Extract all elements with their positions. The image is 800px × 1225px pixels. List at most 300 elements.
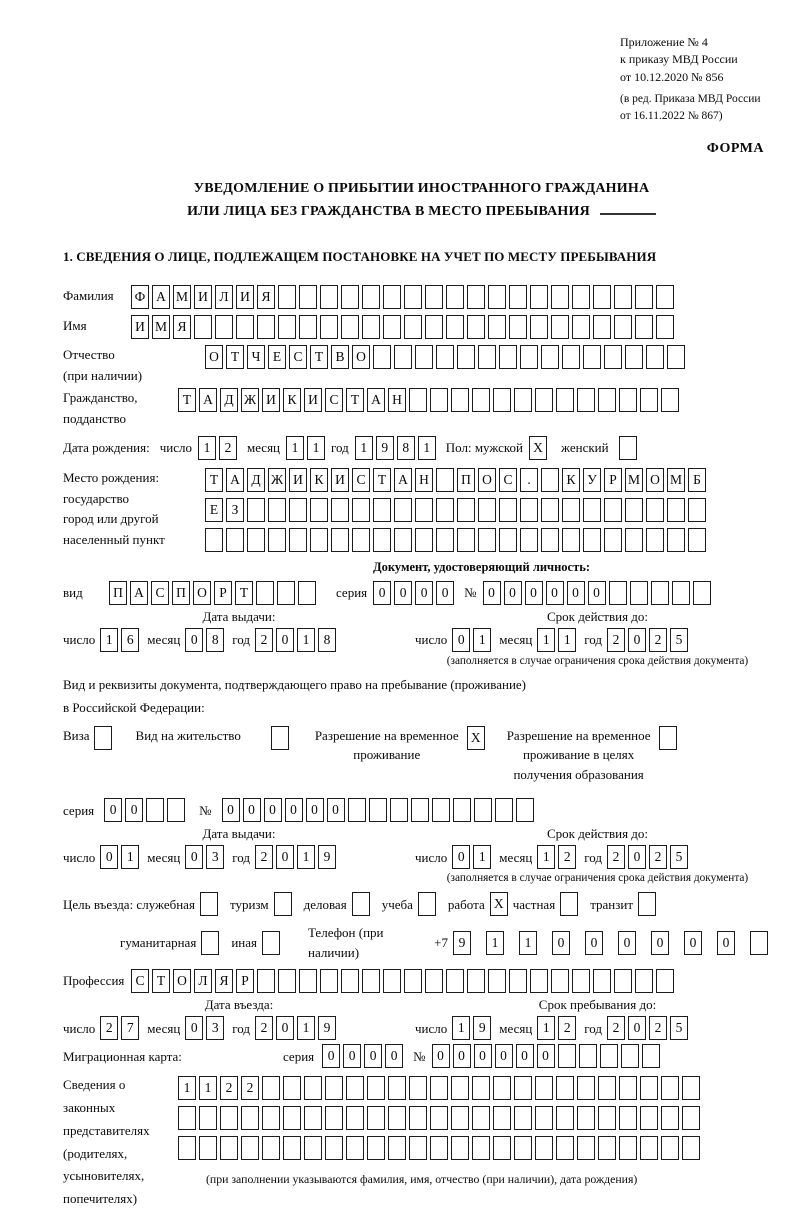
form-cell[interactable]	[404, 969, 422, 993]
form-cell[interactable]	[341, 285, 359, 309]
form-cell[interactable]	[556, 388, 574, 412]
checkbox-purpose-humanitarian[interactable]	[201, 931, 219, 955]
form-cell[interactable]	[451, 1136, 469, 1160]
form-cell[interactable]	[621, 1044, 639, 1068]
form-cell[interactable]: 1	[297, 1016, 315, 1040]
form-cell[interactable]	[446, 285, 464, 309]
form-cell[interactable]	[562, 498, 580, 522]
form-cell[interactable]: 0	[276, 845, 294, 869]
form-cell[interactable]	[425, 315, 443, 339]
form-cell[interactable]	[541, 528, 559, 552]
form-cell[interactable]	[362, 315, 380, 339]
checkbox-purpose-transit[interactable]	[638, 892, 656, 916]
form-cell[interactable]: 0	[322, 1044, 340, 1068]
form-cell[interactable]	[520, 498, 538, 522]
form-cell[interactable]	[404, 315, 422, 339]
form-cell[interactable]: С	[151, 581, 169, 605]
form-cell[interactable]	[583, 498, 601, 522]
form-cell[interactable]	[604, 345, 622, 369]
form-cell[interactable]	[661, 1076, 679, 1100]
form-cell[interactable]	[640, 1106, 658, 1130]
form-cell[interactable]: 0	[185, 628, 203, 652]
form-cell[interactable]	[457, 528, 475, 552]
form-cell[interactable]	[625, 528, 643, 552]
checkbox-purpose-official[interactable]	[200, 892, 218, 916]
form-cell[interactable]: 0	[618, 931, 636, 955]
form-cell[interactable]: 0	[628, 845, 646, 869]
form-cell[interactable]: М	[667, 468, 685, 492]
form-cell[interactable]	[667, 345, 685, 369]
form-cell[interactable]: О	[173, 969, 191, 993]
form-cell[interactable]	[478, 528, 496, 552]
form-cell[interactable]	[520, 345, 538, 369]
form-cell[interactable]	[409, 1106, 427, 1130]
form-cell[interactable]: И	[262, 388, 280, 412]
form-cell[interactable]	[530, 969, 548, 993]
form-cell[interactable]: П	[109, 581, 127, 605]
form-cell[interactable]	[415, 498, 433, 522]
form-cell[interactable]: С	[325, 388, 343, 412]
form-cell[interactable]: 0	[373, 581, 391, 605]
form-cell[interactable]: 0	[504, 581, 522, 605]
form-cell[interactable]	[530, 285, 548, 309]
form-cell[interactable]	[205, 528, 223, 552]
form-cell[interactable]: 2	[255, 1016, 273, 1040]
form-cell[interactable]	[661, 388, 679, 412]
form-cell[interactable]	[619, 1136, 637, 1160]
form-cell[interactable]	[451, 388, 469, 412]
form-cell[interactable]: 1	[178, 1076, 196, 1100]
form-cell[interactable]: Я	[173, 315, 191, 339]
checkbox-purpose-tourism[interactable]	[274, 892, 292, 916]
form-cell[interactable]: Н	[415, 468, 433, 492]
form-cell[interactable]	[146, 798, 164, 822]
form-cell[interactable]	[514, 1136, 532, 1160]
form-cell[interactable]	[593, 285, 611, 309]
form-cell[interactable]: Т	[178, 388, 196, 412]
form-cell[interactable]: А	[130, 581, 148, 605]
form-cell[interactable]: 0	[222, 798, 240, 822]
form-cell[interactable]: 2	[649, 628, 667, 652]
form-cell[interactable]	[373, 345, 391, 369]
form-cell[interactable]: О	[352, 345, 370, 369]
form-cell[interactable]	[535, 388, 553, 412]
form-cell[interactable]	[598, 1076, 616, 1100]
form-cell[interactable]: 0	[567, 581, 585, 605]
form-cell[interactable]: О	[193, 581, 211, 605]
form-cell[interactable]	[488, 315, 506, 339]
form-cell[interactable]	[226, 528, 244, 552]
form-cell[interactable]	[404, 285, 422, 309]
form-cell[interactable]	[388, 1106, 406, 1130]
form-cell[interactable]: 2	[100, 1016, 118, 1040]
form-cell[interactable]	[509, 285, 527, 309]
form-cell[interactable]	[167, 798, 185, 822]
form-cell[interactable]: 1	[537, 845, 555, 869]
form-cell[interactable]	[178, 1136, 196, 1160]
form-cell[interactable]	[577, 1106, 595, 1130]
form-cell[interactable]: А	[367, 388, 385, 412]
form-cell[interactable]: И	[236, 285, 254, 309]
form-cell[interactable]: 0	[552, 931, 570, 955]
form-cell[interactable]: М	[173, 285, 191, 309]
form-cell[interactable]: 2	[255, 845, 273, 869]
form-cell[interactable]: 5	[670, 845, 688, 869]
form-cell[interactable]	[593, 315, 611, 339]
form-cell[interactable]	[625, 498, 643, 522]
form-cell[interactable]: И	[304, 388, 322, 412]
form-cell[interactable]: Т	[205, 468, 223, 492]
form-cell[interactable]	[383, 285, 401, 309]
form-cell[interactable]	[194, 315, 212, 339]
form-cell[interactable]	[467, 285, 485, 309]
form-cell[interactable]: 1	[486, 931, 504, 955]
form-cell[interactable]: 0	[436, 581, 454, 605]
form-cell[interactable]	[277, 581, 295, 605]
form-cell[interactable]: 0	[276, 628, 294, 652]
form-cell[interactable]: П	[457, 468, 475, 492]
form-cell[interactable]	[640, 1136, 658, 1160]
checkbox-purpose-private[interactable]	[560, 892, 578, 916]
form-cell[interactable]	[268, 498, 286, 522]
form-cell[interactable]: 8	[318, 628, 336, 652]
form-cell[interactable]	[535, 1136, 553, 1160]
form-cell[interactable]	[556, 1076, 574, 1100]
form-cell[interactable]	[619, 1106, 637, 1130]
form-cell[interactable]: 0	[452, 845, 470, 869]
form-cell[interactable]	[467, 969, 485, 993]
form-cell[interactable]	[199, 1136, 217, 1160]
form-cell[interactable]	[268, 528, 286, 552]
form-cell[interactable]	[451, 1076, 469, 1100]
form-cell[interactable]	[289, 528, 307, 552]
form-cell[interactable]: У	[583, 468, 601, 492]
form-cell[interactable]: 0	[100, 845, 118, 869]
form-cell[interactable]	[299, 315, 317, 339]
form-cell[interactable]	[688, 528, 706, 552]
form-cell[interactable]: 9	[376, 436, 394, 460]
form-cell[interactable]	[619, 1076, 637, 1100]
form-cell[interactable]	[394, 498, 412, 522]
form-cell[interactable]	[514, 388, 532, 412]
form-cell[interactable]	[304, 1136, 322, 1160]
form-cell[interactable]	[325, 1136, 343, 1160]
form-cell[interactable]	[514, 1076, 532, 1100]
form-cell[interactable]: 0	[415, 581, 433, 605]
form-cell[interactable]	[609, 581, 627, 605]
form-cell[interactable]	[241, 1106, 259, 1130]
form-cell[interactable]	[320, 969, 338, 993]
form-cell[interactable]	[362, 969, 380, 993]
form-cell[interactable]	[446, 969, 464, 993]
form-cell[interactable]	[373, 498, 391, 522]
form-cell[interactable]: 1	[558, 628, 576, 652]
form-cell[interactable]	[516, 798, 534, 822]
form-cell[interactable]	[341, 969, 359, 993]
form-cell[interactable]: 1	[198, 436, 216, 460]
form-cell[interactable]	[367, 1076, 385, 1100]
form-cell[interactable]	[299, 969, 317, 993]
form-cell[interactable]: 0	[546, 581, 564, 605]
form-cell[interactable]: 0	[495, 1044, 513, 1068]
form-cell[interactable]	[577, 388, 595, 412]
form-cell[interactable]: Н	[388, 388, 406, 412]
form-cell[interactable]	[299, 285, 317, 309]
form-cell[interactable]	[278, 969, 296, 993]
form-cell[interactable]: Р	[604, 468, 622, 492]
form-cell[interactable]: С	[499, 468, 517, 492]
form-cell[interactable]	[388, 1076, 406, 1100]
form-cell[interactable]	[488, 969, 506, 993]
form-cell[interactable]: С	[352, 468, 370, 492]
form-cell[interactable]: 0	[385, 1044, 403, 1068]
form-cell[interactable]: 0	[185, 1016, 203, 1040]
form-cell[interactable]	[598, 1136, 616, 1160]
form-cell[interactable]	[682, 1076, 700, 1100]
form-cell[interactable]	[436, 528, 454, 552]
form-cell[interactable]: 0	[327, 798, 345, 822]
form-cell[interactable]	[367, 1136, 385, 1160]
form-cell[interactable]: С	[289, 345, 307, 369]
form-cell[interactable]	[556, 1106, 574, 1130]
form-cell[interactable]: 1	[537, 628, 555, 652]
form-cell[interactable]	[600, 1044, 618, 1068]
form-cell[interactable]	[693, 581, 711, 605]
form-cell[interactable]	[346, 1136, 364, 1160]
form-cell[interactable]: Д	[247, 468, 265, 492]
form-cell[interactable]: 1	[519, 931, 537, 955]
form-cell[interactable]	[646, 528, 664, 552]
form-cell[interactable]: К	[562, 468, 580, 492]
form-cell[interactable]	[346, 1076, 364, 1100]
form-cell[interactable]	[535, 1106, 553, 1130]
form-cell[interactable]	[430, 1076, 448, 1100]
form-cell[interactable]	[415, 345, 433, 369]
form-cell[interactable]	[509, 969, 527, 993]
form-cell[interactable]: А	[394, 468, 412, 492]
form-cell[interactable]	[478, 345, 496, 369]
form-cell[interactable]	[331, 498, 349, 522]
form-cell[interactable]	[425, 969, 443, 993]
form-cell[interactable]	[478, 498, 496, 522]
form-cell[interactable]	[577, 1076, 595, 1100]
form-cell[interactable]	[551, 315, 569, 339]
form-cell[interactable]	[541, 345, 559, 369]
form-cell[interactable]: .	[520, 468, 538, 492]
form-cell[interactable]	[446, 315, 464, 339]
form-cell[interactable]: Ж	[268, 468, 286, 492]
form-cell[interactable]	[572, 285, 590, 309]
form-cell[interactable]	[472, 388, 490, 412]
form-cell[interactable]	[320, 285, 338, 309]
form-cell[interactable]	[598, 1106, 616, 1130]
form-cell[interactable]	[453, 798, 471, 822]
form-cell[interactable]	[409, 1136, 427, 1160]
form-cell[interactable]	[298, 581, 316, 605]
form-cell[interactable]: Е	[205, 498, 223, 522]
form-cell[interactable]	[493, 388, 511, 412]
form-cell[interactable]: 2	[649, 845, 667, 869]
form-cell[interactable]: 0	[364, 1044, 382, 1068]
form-cell[interactable]: 0	[474, 1044, 492, 1068]
form-cell[interactable]	[310, 498, 328, 522]
form-cell[interactable]	[688, 498, 706, 522]
form-cell[interactable]	[551, 969, 569, 993]
form-cell[interactable]	[220, 1136, 238, 1160]
form-cell[interactable]	[493, 1106, 511, 1130]
form-cell[interactable]	[488, 285, 506, 309]
form-cell[interactable]: 0	[585, 931, 603, 955]
form-cell[interactable]	[430, 1136, 448, 1160]
form-cell[interactable]	[640, 1076, 658, 1100]
form-cell[interactable]	[278, 315, 296, 339]
form-cell[interactable]: О	[478, 468, 496, 492]
form-cell[interactable]: 0	[125, 798, 143, 822]
form-cell[interactable]	[425, 285, 443, 309]
form-cell[interactable]: 5	[670, 1016, 688, 1040]
form-cell[interactable]: Ж	[241, 388, 259, 412]
form-cell[interactable]	[520, 528, 538, 552]
form-cell[interactable]	[369, 798, 387, 822]
checkbox-gender-female[interactable]	[619, 436, 637, 460]
form-cell[interactable]: 8	[397, 436, 415, 460]
form-cell[interactable]: К	[283, 388, 301, 412]
form-cell[interactable]	[541, 468, 559, 492]
form-cell[interactable]	[341, 315, 359, 339]
form-cell[interactable]	[656, 285, 674, 309]
form-cell[interactable]: О	[646, 468, 664, 492]
form-cell[interactable]: И	[131, 315, 149, 339]
form-cell[interactable]	[651, 581, 669, 605]
form-cell[interactable]	[598, 388, 616, 412]
form-cell[interactable]: 0	[285, 798, 303, 822]
form-cell[interactable]	[604, 528, 622, 552]
form-cell[interactable]	[541, 498, 559, 522]
form-cell[interactable]	[436, 468, 454, 492]
form-cell[interactable]	[619, 388, 637, 412]
form-cell[interactable]: Ч	[247, 345, 265, 369]
form-cell[interactable]: 0	[628, 1016, 646, 1040]
form-cell[interactable]: 2	[607, 628, 625, 652]
form-cell[interactable]: Я	[215, 969, 233, 993]
form-cell[interactable]: Р	[236, 969, 254, 993]
form-cell[interactable]	[630, 581, 648, 605]
form-cell[interactable]	[577, 1136, 595, 1160]
form-cell[interactable]: В	[331, 345, 349, 369]
form-cell[interactable]: 1	[452, 1016, 470, 1040]
form-cell[interactable]	[278, 285, 296, 309]
form-cell[interactable]	[635, 969, 653, 993]
form-cell[interactable]: 0	[306, 798, 324, 822]
form-cell[interactable]: Т	[152, 969, 170, 993]
form-cell[interactable]: 0	[453, 1044, 471, 1068]
form-cell[interactable]	[394, 345, 412, 369]
form-cell[interactable]: 0	[483, 581, 501, 605]
form-cell[interactable]	[373, 528, 391, 552]
checkbox-residence-permit[interactable]	[271, 726, 289, 750]
form-cell[interactable]	[352, 528, 370, 552]
form-cell[interactable]: Д	[220, 388, 238, 412]
form-cell[interactable]	[593, 969, 611, 993]
form-cell[interactable]	[262, 1136, 280, 1160]
form-cell[interactable]: М	[625, 468, 643, 492]
checkbox-purpose-other[interactable]	[262, 931, 280, 955]
form-cell[interactable]	[472, 1076, 490, 1100]
form-cell[interactable]	[499, 345, 517, 369]
form-cell[interactable]	[304, 1106, 322, 1130]
form-cell[interactable]	[682, 1136, 700, 1160]
form-cell[interactable]	[283, 1076, 301, 1100]
form-cell[interactable]: 1	[355, 436, 373, 460]
form-cell[interactable]	[409, 1076, 427, 1100]
form-cell[interactable]	[614, 315, 632, 339]
form-cell[interactable]	[535, 1076, 553, 1100]
form-cell[interactable]	[436, 345, 454, 369]
form-cell[interactable]	[562, 345, 580, 369]
form-cell[interactable]: 1	[121, 845, 139, 869]
form-cell[interactable]	[432, 798, 450, 822]
form-cell[interactable]	[656, 315, 674, 339]
form-cell[interactable]	[551, 285, 569, 309]
form-cell[interactable]: К	[310, 468, 328, 492]
form-cell[interactable]: М	[152, 315, 170, 339]
form-cell[interactable]	[262, 1106, 280, 1130]
form-cell[interactable]	[625, 345, 643, 369]
form-cell[interactable]	[367, 1106, 385, 1130]
form-cell[interactable]	[304, 1076, 322, 1100]
form-cell[interactable]	[682, 1106, 700, 1130]
form-cell[interactable]	[635, 285, 653, 309]
form-cell[interactable]	[604, 498, 622, 522]
form-cell[interactable]	[646, 345, 664, 369]
form-cell[interactable]: 2	[255, 628, 273, 652]
form-cell[interactable]: 9	[318, 1016, 336, 1040]
form-cell[interactable]: А	[152, 285, 170, 309]
form-cell[interactable]	[509, 315, 527, 339]
form-cell[interactable]	[493, 1136, 511, 1160]
form-cell[interactable]: 0	[537, 1044, 555, 1068]
checkbox-purpose-work[interactable]: X	[490, 892, 508, 916]
form-cell[interactable]: А	[199, 388, 217, 412]
form-cell[interactable]	[415, 528, 433, 552]
form-cell[interactable]	[247, 528, 265, 552]
form-cell[interactable]: Я	[257, 285, 275, 309]
form-cell[interactable]	[579, 1044, 597, 1068]
checkbox-purpose-business[interactable]	[352, 892, 370, 916]
form-cell[interactable]: С	[131, 969, 149, 993]
form-cell[interactable]	[472, 1106, 490, 1130]
form-cell[interactable]: 1	[199, 1076, 217, 1100]
form-cell[interactable]	[283, 1136, 301, 1160]
form-cell[interactable]: 0	[588, 581, 606, 605]
form-cell[interactable]: 9	[473, 1016, 491, 1040]
form-cell[interactable]	[572, 969, 590, 993]
form-cell[interactable]	[331, 528, 349, 552]
checkbox-temp-residence-edu[interactable]	[659, 726, 677, 750]
checkbox-gender-male[interactable]: X	[529, 436, 547, 460]
form-cell[interactable]: 1	[537, 1016, 555, 1040]
form-cell[interactable]	[390, 798, 408, 822]
form-cell[interactable]: 2	[219, 436, 237, 460]
form-cell[interactable]: 1	[297, 845, 315, 869]
form-cell[interactable]	[430, 1106, 448, 1130]
form-cell[interactable]	[394, 528, 412, 552]
form-cell[interactable]	[409, 388, 427, 412]
form-cell[interactable]: 5	[670, 628, 688, 652]
form-cell[interactable]	[493, 1076, 511, 1100]
form-cell[interactable]	[257, 969, 275, 993]
form-cell[interactable]: П	[172, 581, 190, 605]
